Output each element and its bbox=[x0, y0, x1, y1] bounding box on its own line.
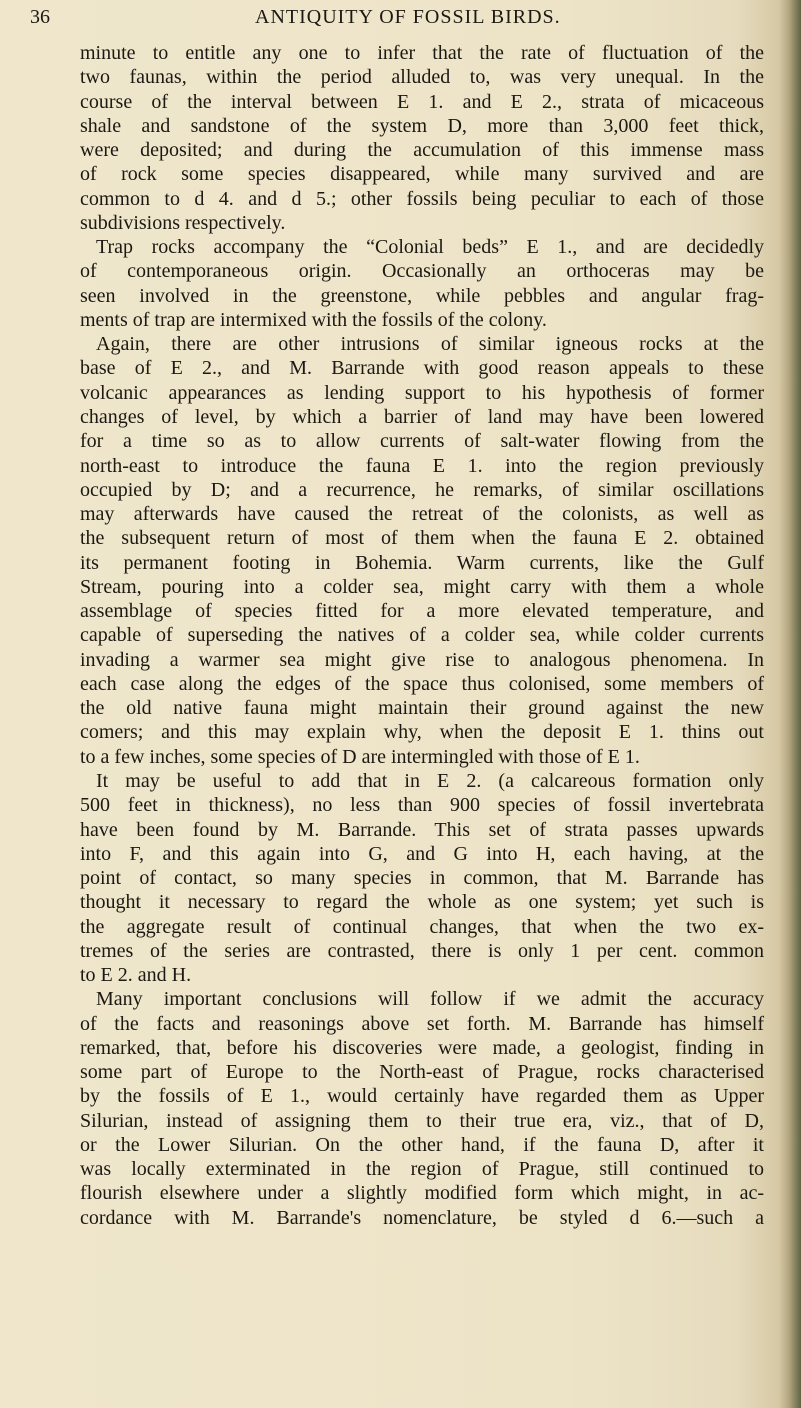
text-line: thought it necessary to regard the whole as one system; yet such is bbox=[80, 891, 764, 914]
text-line: may afterwards have caused the retreat of the colonists, as well as bbox=[80, 503, 764, 526]
text-line: occupied by D; and a recurrence, he remarks, of similar oscillations bbox=[80, 478, 764, 501]
text-line: was locally exterminated in the region of Prague, still continued to bbox=[80, 1158, 764, 1181]
text-line: were deposited; and during the accumulation of this immense mass bbox=[80, 139, 764, 162]
text-line: capable of superseding the natives of a colder sea, while colder currents bbox=[80, 624, 764, 647]
page-number: 36 bbox=[30, 6, 50, 28]
text-line: common to d 4. and d 5.; other fossils being peculiar to each of those bbox=[80, 187, 764, 210]
text-line: 500 feet in thickness), no less than 900 species of fossil invertebrata bbox=[80, 794, 764, 817]
page-edge-shadow bbox=[779, 0, 801, 1408]
text-line: Trap rocks accompany the “Colonial beds” E 1., and are decidedly bbox=[96, 236, 764, 259]
text-line: each case along the edges of the space thus colonised, some members of bbox=[80, 672, 764, 695]
text-line: of the facts and reasonings above set forth. M. Barrande has himself bbox=[80, 1012, 764, 1035]
text-line: two faunas, within the period alluded to, was very unequal. In the bbox=[80, 66, 764, 89]
text-line: for a time so as to allow currents of salt-water flowing from the bbox=[80, 430, 764, 453]
running-title: ANTIQUITY OF FOSSIL BIRDS. bbox=[255, 6, 561, 28]
text-line: minute to entitle any one to infer that the rate of fluctuation of the bbox=[80, 42, 764, 64]
text-line: into F, and this again into G, and G into H, each having, at the bbox=[80, 842, 764, 865]
text-line: of contemporaneous origin. Occasionally an orthoceras may be bbox=[80, 260, 764, 283]
text-line: subdivisions respectively. bbox=[80, 211, 286, 234]
body-text bbox=[80, 41, 764, 1230]
text-line: It may be useful to add that in E 2. (a calcareous formation only bbox=[96, 769, 764, 792]
text-line: north-east to introduce the fauna E 1. into the region previously bbox=[80, 454, 764, 477]
text-line: volcanic appearances as lending support to his hypothesis of former bbox=[80, 381, 764, 404]
text-line: of rock some species disappeared, while many survived and are bbox=[80, 163, 764, 186]
text-line: to a few inches, some species of D are intermingled with those of E 1. bbox=[80, 745, 640, 768]
text-line: invading a warmer sea might give rise to analogous phenomena. In bbox=[80, 648, 764, 671]
text-line: Silurian, instead of assigning them to their true era, viz., that of D, bbox=[80, 1109, 764, 1132]
text-line: changes of level, by which a barrier of land may have been lowered bbox=[80, 405, 764, 428]
text-line: shale and sandstone of the system D, more than 3,000 feet thick, bbox=[80, 114, 764, 137]
text-line: some part of Europe to the North-east of Prague, rocks characterised bbox=[80, 1061, 764, 1084]
text-line: remarked, that, before his discoveries were made, a geologist, finding in bbox=[80, 1036, 764, 1059]
text-line: course of the interval between E 1. and E 2., strata of micaceous bbox=[80, 90, 764, 113]
text-line: its permanent footing in Bohemia. Warm currents, like the Gulf bbox=[80, 551, 764, 574]
text-line: Many important conclusions will follow if we admit the accuracy bbox=[96, 988, 764, 1011]
text-line: cordance with M. Barrande's nomenclature, be styled d 6.—such a bbox=[80, 1206, 764, 1229]
text-line: point of contact, so many species in common, that M. Barrande has bbox=[80, 867, 764, 890]
text-line: to E 2. and H. bbox=[80, 964, 192, 987]
text-line: the aggregate result of continual changes, that when the two ex- bbox=[80, 915, 764, 938]
page-header bbox=[30, 6, 770, 42]
text-line: or the Lower Silurian. On the other hand, if the fauna D, after it bbox=[80, 1133, 764, 1156]
text-line: Again, there are other intrusions of similar igneous rocks at the bbox=[96, 333, 764, 356]
text-line: the old native fauna might maintain their ground against the new bbox=[80, 697, 764, 720]
text-line: by the fossils of E 1., would certainly have regarded them as Upper bbox=[80, 1085, 764, 1108]
text-line: Stream, pouring into a colder sea, might carry with them a whole bbox=[80, 575, 764, 598]
text-line: base of E 2., and M. Barrande with good reason appeals to these bbox=[80, 357, 764, 380]
text-line: comers; and this may explain why, when the deposit E 1. thins out bbox=[80, 721, 764, 744]
text-line: seen involved in the greenstone, while pebbles and angular frag- bbox=[80, 284, 764, 307]
text-line: tremes of the series are contrasted, there is only 1 per cent. common bbox=[80, 939, 764, 962]
text-line: have been found by M. Barrande. This set of strata passes upwards bbox=[80, 818, 764, 841]
text-line: flourish elsewhere under a slightly modified form which might, in ac- bbox=[80, 1182, 764, 1205]
text-line: the subsequent return of most of them when the fauna E 2. obtained bbox=[80, 527, 764, 550]
text-line: ments of trap are intermixed with the fossils of the colony. bbox=[80, 308, 547, 331]
text-line: assemblage of species fitted for a more elevated temperature, and bbox=[80, 600, 764, 623]
